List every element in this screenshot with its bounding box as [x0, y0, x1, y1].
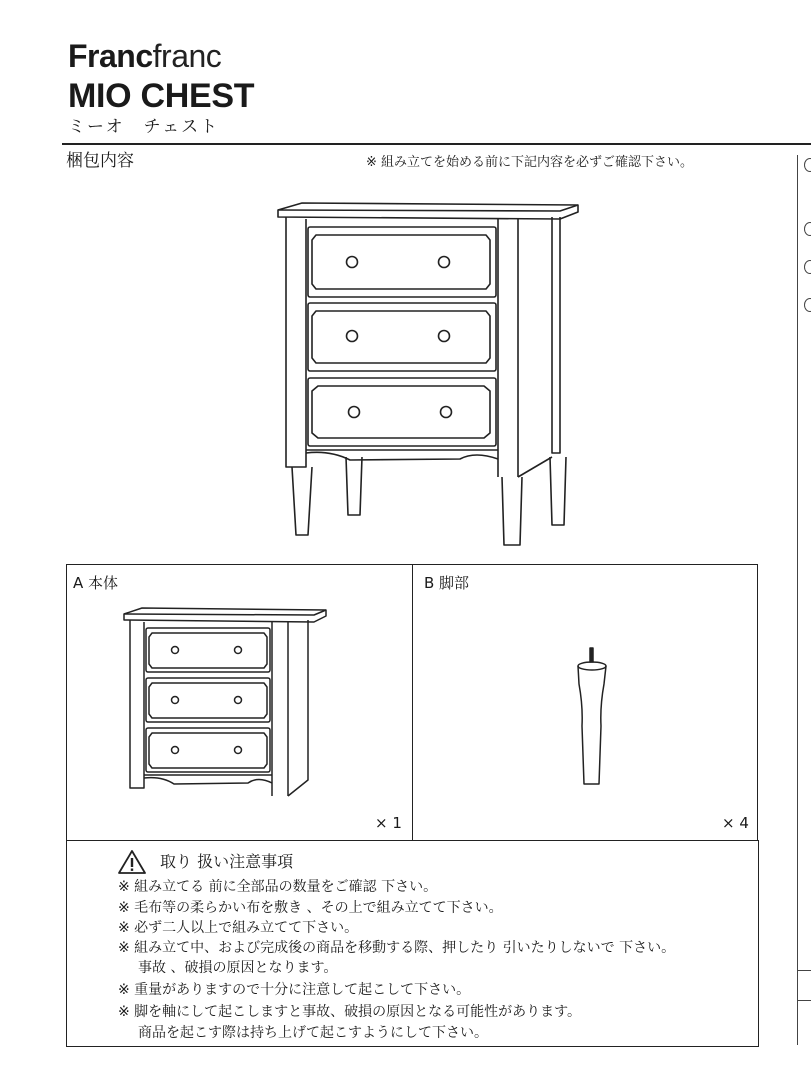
brand-logo [68, 36, 221, 76]
part-b-label: B 脚部 [424, 574, 470, 592]
brand-logo-light: franc [152, 38, 222, 74]
adjacent-page-tick [798, 1000, 811, 1001]
part-a-quantity: × 1 [375, 814, 402, 832]
caution-line: 事故 、破損の原因となります。 [138, 960, 338, 976]
adjacent-page-mark [804, 260, 811, 274]
product-name-kana: ミーオ チェスト [68, 117, 220, 137]
cautions-title: 取り 扱い注意事項 [160, 852, 294, 871]
caution-line: ※ 脚を軸にして起こしますと事故、破損の原因となる可能性があります。 [118, 1004, 582, 1020]
caution-line: ※ 必ず二人以上で組み立てて下さい。 [118, 920, 359, 936]
adjacent-page-mark [804, 298, 811, 312]
caution-line: ※ 重量がありますので十分に注意して起こして下さい。 [118, 982, 471, 998]
adjacent-page-mark [804, 222, 811, 236]
caution-line: ※ 毛布等の柔らかい布を敷き 、その上で組み立てて下さい。 [118, 900, 503, 916]
section-title: 梱包内容 [66, 151, 134, 171]
chest-main-illustration [270, 195, 590, 555]
part-b-quantity: × 4 [722, 814, 749, 832]
caution-line: 商品を起こす際は持ち上げて起こすようにして下さい。 [138, 1025, 488, 1041]
section-notice: ※ 組み立てを始める前に下記内容を必ずご確認下さい。 [366, 155, 694, 170]
brand-logo-bold: Franc [68, 38, 153, 74]
warning-triangle-icon [117, 849, 147, 875]
part-b-leg-illustration [566, 646, 616, 791]
adjacent-page-edge [797, 155, 798, 1045]
caution-line: ※ 組み立て中、および完成後の商品を移動する際、押したり 引いたりしないで 下さい。 [118, 940, 676, 956]
part-a-label: A 本体 [73, 574, 119, 592]
header-divider [62, 143, 811, 145]
product-name: MIO CHEST [68, 77, 255, 115]
adjacent-page-tick [798, 970, 811, 971]
part-a-chest-illustration [118, 600, 338, 800]
caution-line: ※ 組み立てる 前に全部品の数量をご確認 下さい。 [118, 879, 438, 895]
adjacent-page-mark [804, 158, 811, 172]
